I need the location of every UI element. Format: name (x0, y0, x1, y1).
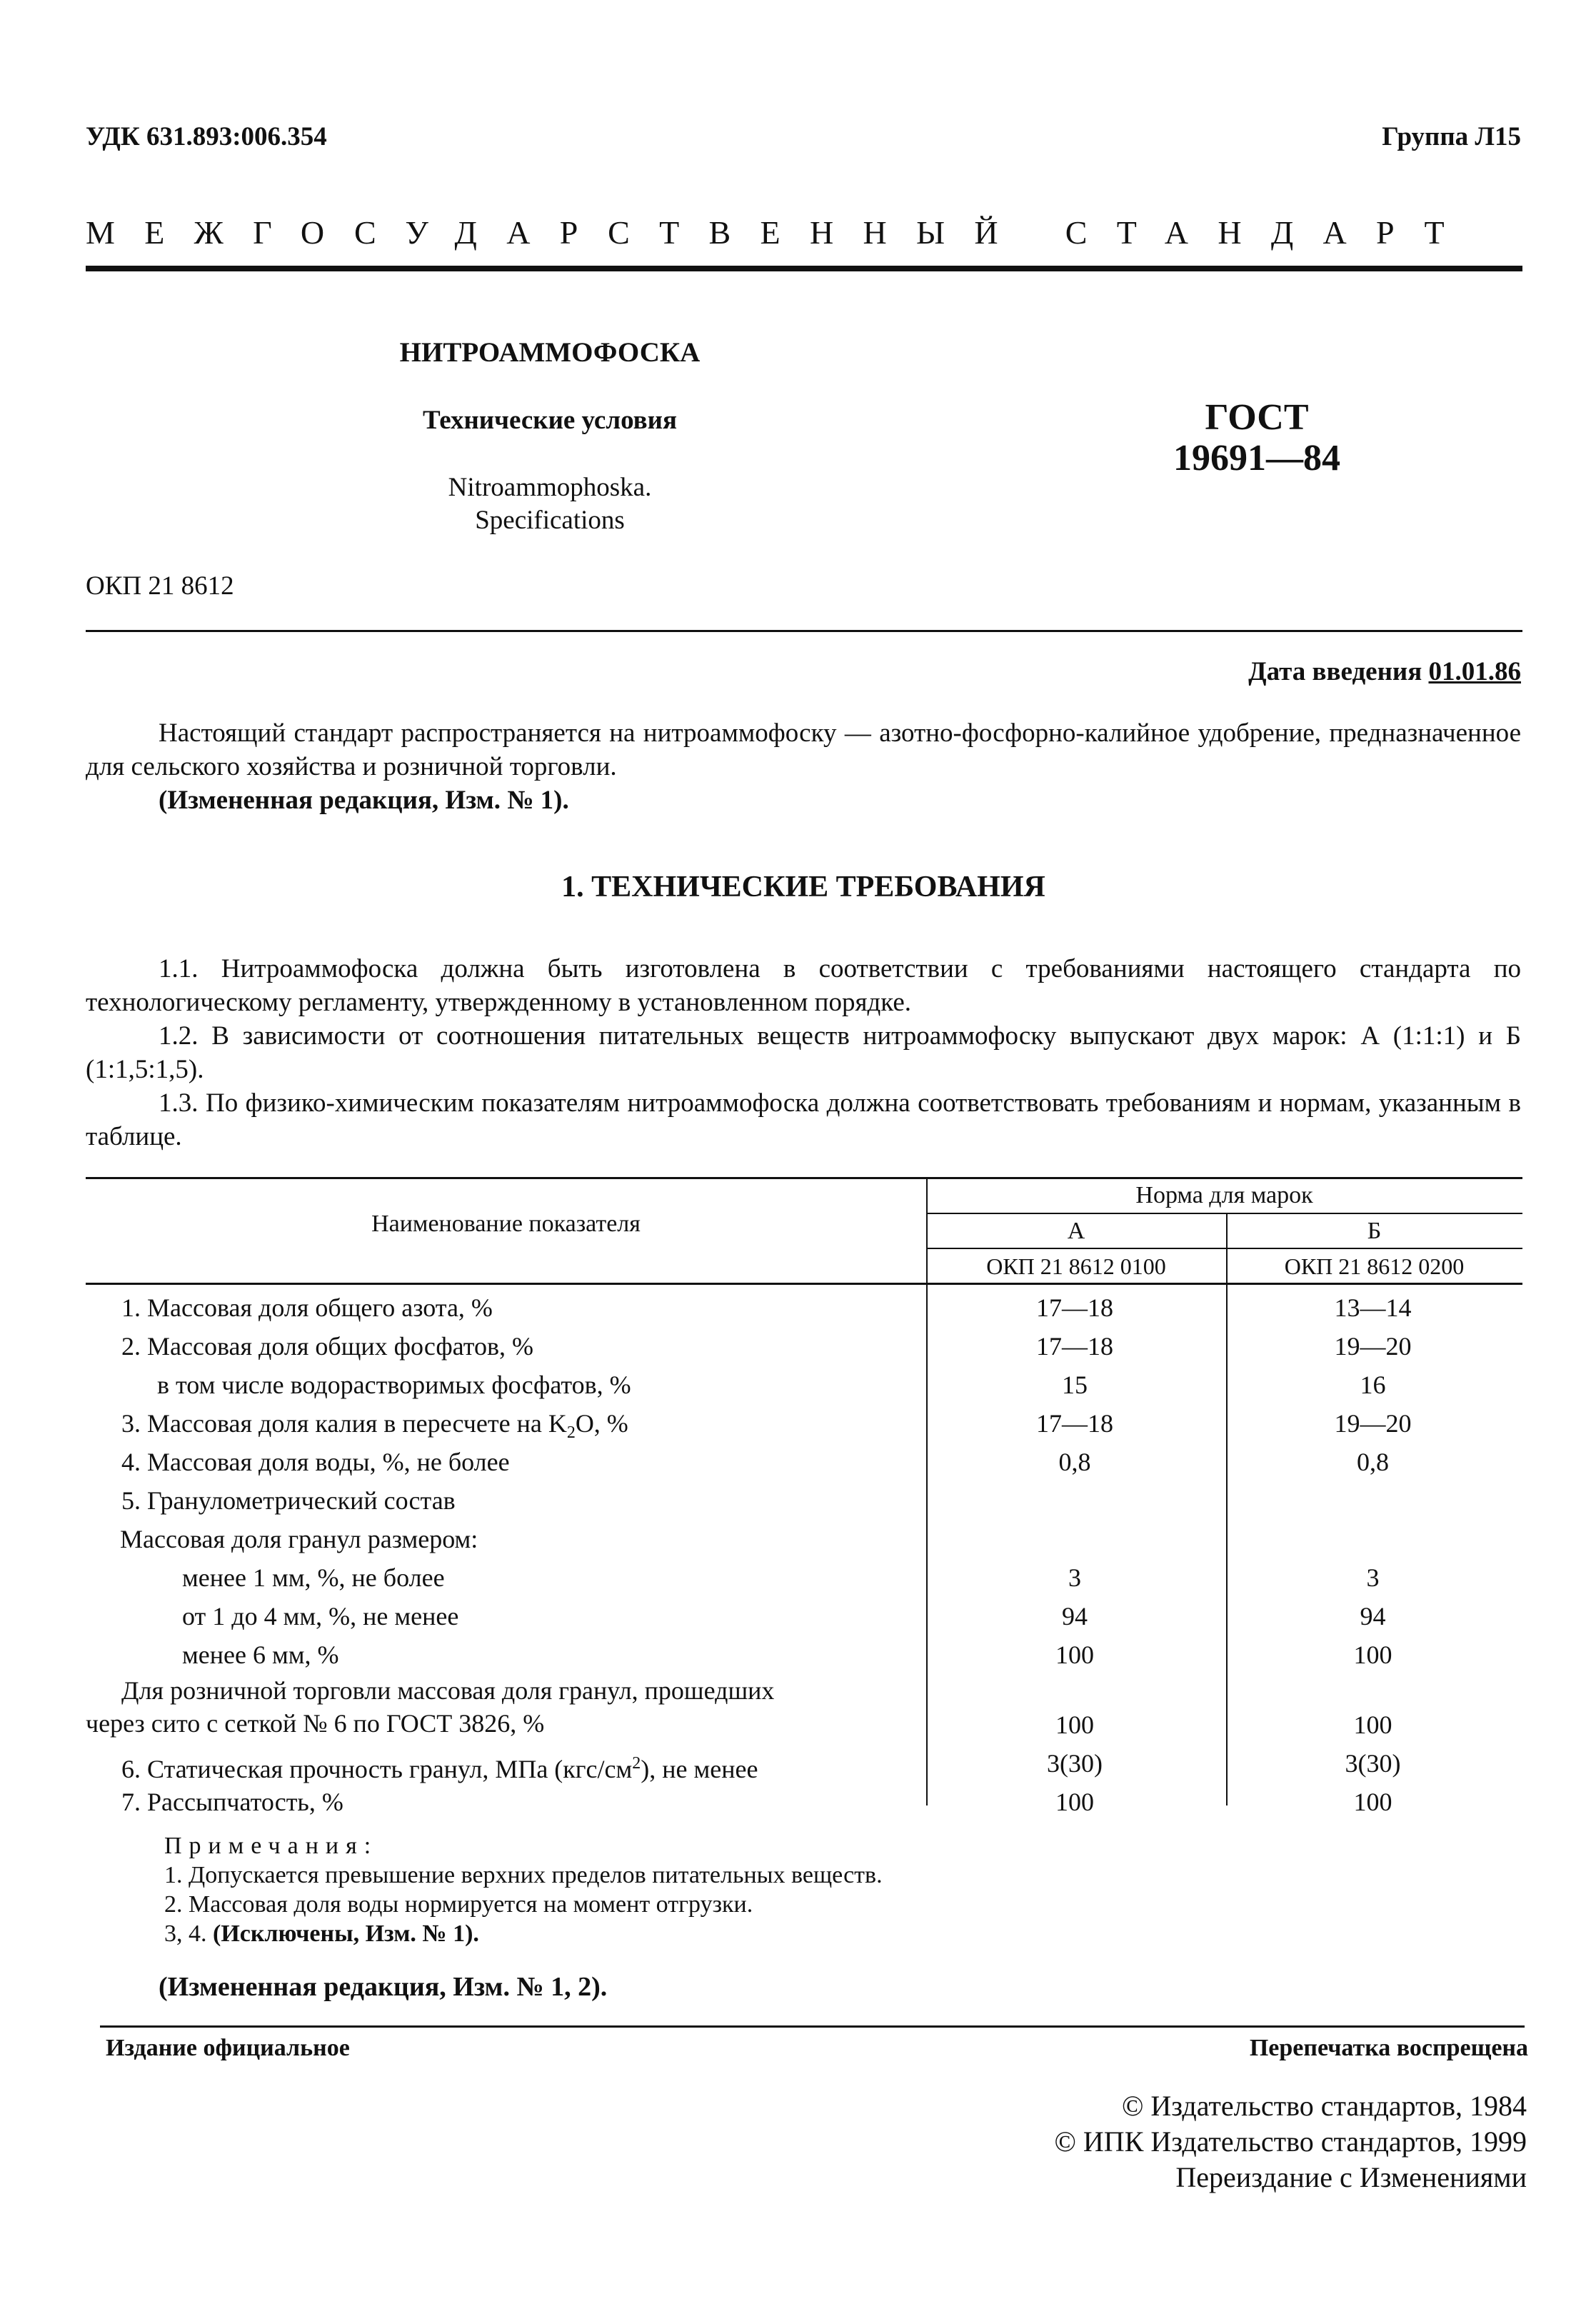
english-title: Nitroammophoska. (448, 473, 652, 502)
okp-a: ОКП 21 8612 0100 (986, 1253, 1166, 1279)
gost-number: 19691—84 (1173, 438, 1340, 479)
row-value-a: 3(30) (1047, 1749, 1103, 1778)
row-value-b: 19—20 (1334, 1409, 1412, 1438)
note-2: 2. Массовая доля воды нормируется на момент отгрузки. (164, 1891, 753, 1918)
official-edition: Издание официальное (106, 2035, 350, 2061)
subscript: 2 (566, 1423, 576, 1443)
section-paragraphs (86, 952, 1521, 1153)
date-label: Дата введения (1248, 657, 1422, 686)
row-value-a: 15 (1062, 1371, 1088, 1399)
row-value-b: 16 (1360, 1371, 1386, 1399)
superscript: 2 (632, 1754, 641, 1773)
notes-heading: Примечания: (164, 1833, 378, 1859)
standard-banner: МЕЖГОСУДАРСТВЕННЫЙ СТАНДАРТ (86, 214, 1474, 251)
table-amendment: (Измененная редакция, Изм. № 1, 2). (159, 1972, 608, 2002)
reissue-note: Переиздание с Изменениями (1175, 2161, 1527, 2193)
row-value-b: 3 (1366, 1563, 1380, 1592)
note-3-4 (164, 1919, 479, 1948)
row-value-a: 0,8 (1058, 1448, 1091, 1476)
row-name-part: O, % (575, 1409, 628, 1438)
row-name-line: через сито с сеткой № 6 по ГОСТ 3826, % (86, 1709, 545, 1738)
table-row (86, 1327, 1521, 1366)
scope-paragraph (86, 716, 1521, 817)
reprint-prohibited: Перепечатка воспрещена (1249, 2035, 1528, 2061)
row-name: менее 1 мм, %, не более (182, 1563, 445, 1592)
date-value: 01.01.86 (1428, 657, 1521, 686)
row-value-a: 3 (1068, 1563, 1081, 1592)
row-value-b: 13—14 (1334, 1293, 1412, 1322)
para-1-3: 1.3. По физико-химическим показателям нитроаммофоска должна соответствовать требованиям и нормам, указанным в таблице. (86, 1088, 1521, 1151)
table-row (86, 1636, 1521, 1674)
row-name: в том числе водорастворимых фосфатов, % (157, 1371, 631, 1399)
row-name: 5. Гранулометрический состав (121, 1486, 456, 1515)
table-row (86, 1404, 1521, 1443)
row-name: 4. Массовая доля воды, %, не более (121, 1448, 510, 1476)
introduction-date (1248, 656, 1521, 688)
row-name: 1. Массовая доля общего азота, % (121, 1293, 493, 1322)
scope-text: Настоящий стандарт распространяется на нитроаммофоску — азотно-фосфорно-калийное удобрение, предназначенное для сельского хозяйства и розничной торговли. (86, 718, 1521, 781)
table-row (86, 1558, 1521, 1597)
table-row (86, 1674, 1521, 1745)
row-value-b: 100 (1353, 1788, 1392, 1816)
table-row (86, 1597, 1521, 1636)
row-name: 2. Массовая доля общих фосфатов, % (121, 1332, 533, 1361)
note-3-4-label: 3, 4. (164, 1920, 207, 1947)
row-name: менее 6 мм, % (182, 1641, 339, 1669)
note-1: 1. Допускается превышение верхних пределов питательных веществ. (164, 1862, 883, 1888)
udk-code: УДК 631.893:006.354 (86, 122, 327, 151)
col-header-name: Наименование показателя (371, 1211, 641, 1237)
header-rule (86, 266, 1522, 271)
table-row (86, 1481, 1521, 1520)
table-row (86, 1783, 1521, 1821)
table-header-rule (86, 1283, 1522, 1285)
row-value-a: 17—18 (1036, 1332, 1113, 1361)
row-name-part: 3. Массовая доля калия в пересчете на K (121, 1409, 567, 1438)
row-value-b: 100 (1353, 1641, 1392, 1669)
copyright-1984: © Издательство стандартов, 1984 (1121, 2090, 1527, 2122)
para-1-1: 1.1. Нитроаммофоска должна быть изготовлена в соответствии с требованиями настоящего стандарта по технологическому регламенту, утвержденному в установленном порядке. (86, 954, 1521, 1017)
para-1-2: 1.2. В зависимости от соотношения питательных веществ нитроаммофоску выпускают двух марок: А (1:1:1) и Б (1:1,5:1,5). (86, 1021, 1521, 1084)
row-value-b: 19—20 (1334, 1332, 1412, 1361)
row-name: 7. Рассыпчатость, % (121, 1788, 343, 1816)
row-name-line: Для розничной торговли массовая доля гранул, прошедших (121, 1676, 775, 1705)
table-grade-rule (926, 1248, 1522, 1249)
col-header-a: А (1067, 1218, 1085, 1244)
row-name: от 1 до 4 мм, %, не менее (182, 1602, 459, 1631)
row-name: Массовая доля гранул размером: (120, 1525, 478, 1553)
english-subtitle: Specifications (475, 506, 625, 535)
okp-code: ОКП 21 8612 (86, 571, 234, 601)
table-row (86, 1520, 1521, 1558)
row-value-a: 17—18 (1036, 1293, 1113, 1322)
row-value-b: 3(30) (1345, 1749, 1401, 1778)
scope-amendment: (Измененная редакция, Изм. № 1). (159, 786, 569, 815)
group-code: Группа Л15 (1382, 122, 1521, 151)
section-heading: 1. ТЕХНИЧЕСКИЕ ТРЕБОВАНИЯ (561, 871, 1045, 903)
doc-title: НИТРОАММОФОСКА (399, 337, 701, 368)
table-row (86, 1744, 1521, 1783)
col-header-norm: Норма для марок (1135, 1182, 1313, 1208)
row-value-b: 100 (1353, 1711, 1392, 1739)
row-name (121, 1744, 955, 1788)
table-row (86, 1288, 1521, 1327)
gost-label: ГОСТ (1205, 397, 1309, 438)
copyright-1999: © ИПК Издательство стандартов, 1999 (1054, 2125, 1527, 2158)
note-3-4-text: (Исключены, Изм. № 1). (213, 1920, 479, 1947)
row-name-part: 6. Статическая прочность гранул, МПа (кгс/см (121, 1755, 633, 1783)
row-name-part: ), не менее (641, 1755, 758, 1783)
row-value-a: 100 (1055, 1711, 1094, 1739)
row-value-a: 100 (1055, 1788, 1094, 1816)
row-value-a: 17—18 (1036, 1409, 1113, 1438)
row-value-a: 94 (1062, 1602, 1088, 1631)
table-row (86, 1443, 1521, 1481)
col-header-b: Б (1367, 1218, 1382, 1244)
footer-rule (100, 2025, 1525, 2028)
doc-subtitle: Технические условия (423, 406, 677, 435)
title-rule (86, 630, 1522, 632)
row-value-a: 100 (1055, 1641, 1094, 1669)
row-value-b: 94 (1360, 1602, 1386, 1631)
table-top-rule (86, 1177, 1522, 1179)
table-row (86, 1366, 1521, 1404)
row-name (86, 1674, 920, 1740)
table-norm-rule (926, 1213, 1522, 1214)
row-value-b: 0,8 (1357, 1448, 1389, 1476)
okp-b: ОКП 21 8612 0200 (1284, 1253, 1465, 1279)
